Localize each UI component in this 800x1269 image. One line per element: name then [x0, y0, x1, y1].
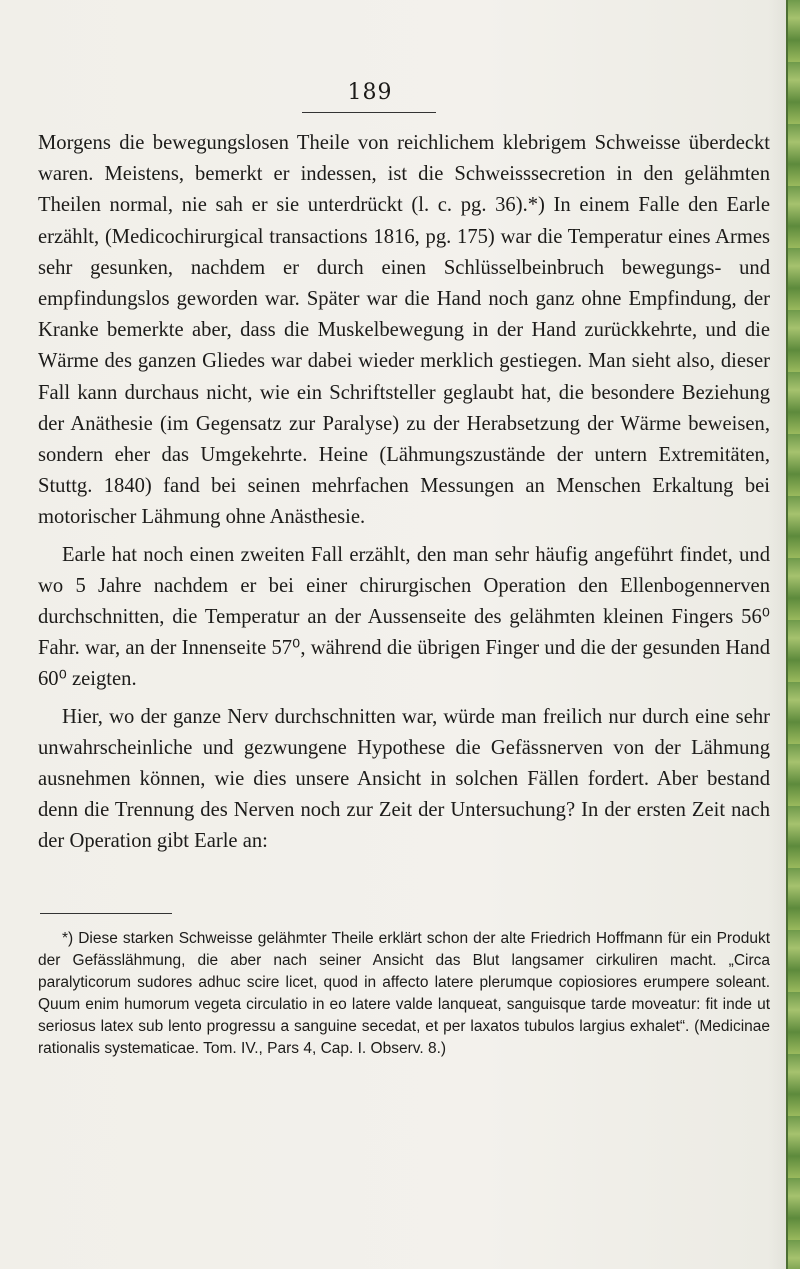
body-text [38, 128, 770, 858]
header-rule [302, 112, 436, 113]
paragraph-1: Morgens die bewegungslosen Theile von reichlichem klebrigem Schweisse überdeckt waren. Meistens, bemerkt er indessen, ist die Schweisssecretion in den gelähmten Theilen normal, nie sah er sie unterdrückt (l. c. pg. 36).*) In einem Falle den Earle erzählt, (Medicochirurgical transactions 1816, pg. 175) war die Temperatur eines Armes sehr gesunken, nachdem er durch einen Schlüsselbeinbruch bewegungs- und empfindungslos geworden war. Später war die Hand noch ganz ohne Empfindung, der Kranke bemerkte aber, dass die Muskelbewegung in der Hand zurückkehrte, und die Wärme des ganzen Gliedes war dabei wieder merklich gestiegen. Man sieht also, dieser Fall kann durchaus nicht, wie ein Schriftsteller geglaubt hat, die besondere Beziehung der Anäthesie (im Gegensatz zur Paralyse) zu der Herabsetzung der Wärme beweisen, sondern eher das Umgekehrte. Heine (Lähmungszustände der untern Extremitäten, Stuttg. 1840) fand bei seinen mehrfachen Messungen an Menschen Erkaltung bei motorischer Lähmung ohne Anästhesie. [38, 132, 770, 529]
page-number: 189 [347, 80, 393, 105]
footnote: *) Diese starken Schweisse gelähmter Theile erklärt schon der alte Friedrich Hoffmann für ein Produkt der Gefässlähmung, die aber nach seiner Ansicht das Blut langsamer cirkuliren macht. „Circa paralyticorum sudores adhuc scire licet, quod in affecto latere plerumque copiosiores erumpere soleant. Quum enim humorum vegeta circulatio in eo latere valde lanqueat, sanguisque tarde moveatur: fit inde ut seriosus latex sub lento progressu a sanguine secedat, et per laxatos tubulos largius exhalet“. (Medicinae rationalis systematicae. Tom. IV., Pars 4, Cap. I. Observ. 8.) [38, 930, 770, 1057]
footnote-rule [40, 913, 172, 914]
book-binding-edge [786, 0, 800, 1269]
paragraph-3: Hier, wo der ganze Nerv durchschnitten war, würde man freilich nur durch eine sehr unwahrscheinliche und gezwungene Hypothese die Gefässnerven von der Lähmung ausnehmen können, wie dies unsere Ansicht in solchen Fällen fordert. Aber bestand denn die Trennung des Nerven noch zur Zeit der Untersuchung? In der ersten Zeit nach der Operation gibt Earle an: [38, 705, 770, 853]
paragraph-2: Earle hat noch einen zweiten Fall erzählt, den man sehr häufig angeführt findet, und wo 5 Jahre nachdem er bei einer chirurgischen Operation den Ellenbogennerven durchschnitten, die Temperatur an der Aussenseite des gelähmten kleinen Fingers 56⁰ Fahr. war, an der Innenseite 57⁰, während die übrigen Finger und die der gesunden Hand 60⁰ zeigten. [38, 543, 770, 691]
